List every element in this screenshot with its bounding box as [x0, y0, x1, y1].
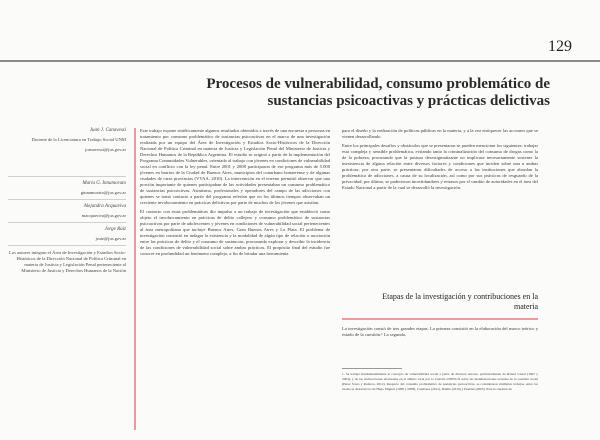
- author-affiliation: Los autores integran el Área de Investigación y Estudios Socio-Históricos de la Dirección Nacional de Política Criminal en materia de Justicia y Legislación Penal perteneciente al Ministerio de Justicia y Derechos Humanos de la Nación: [9, 250, 126, 273]
- sidebar-divider: [8, 176, 126, 177]
- section-heading: Etapas de la investigación y contribuciones en la materia: [382, 292, 538, 311]
- author-block-1: [8, 128, 126, 153]
- body-column-left: [140, 128, 330, 260]
- author-block-2: [8, 181, 126, 196]
- footnote-rule: [342, 368, 402, 369]
- sidebar-divider: [8, 222, 126, 223]
- author-name: Alejandra Acquaviva: [83, 204, 126, 209]
- author-name: Jorge Ruiz: [104, 227, 126, 232]
- article-title: Procesos de vulnerabilidad, consumo problemático de sustancias psicoactivas y prácticas delictivas: [206, 76, 550, 109]
- page-number: 129: [548, 38, 572, 55]
- paragraph: Este trabajo expone sintéticamente algunos resultados obtenidos a través de una encuesta a personas en tratamiento por consumo problemático de sustancias psicoactivas en el marco de una investigación realizada por un equipo del Área de Investigación y Estudios Socio-Históricos de la Dirección Nacional de Política Criminal en materia de Justicia y Legislación Penal del Ministerio de Justicia y Derechos Humanos de la República Argentina. El estudio se originó a partir de la implementación del Programa Comunidades Vulnerables, orientado al trabajo con jóvenes en condiciones de vulnerabilidad social en conflicto con la ley penal. Entre 2001 y 2008 participaron de ese programa más de 5.000 jóvenes en barrios de la Ciudad de Buenos Aires, municipios del conurbano bonaerense y de algunas ciudades de otras provincias (VVAA, 2010). La intervención en el terreno permitió observar que una porción importante de quienes participaban de las actividades presentaban un consumo problemático de sustancias psicoactivas. Asimismo, profesionales y operadores del campo de las adicciones con quienes se tomó contacto a partir del programa referían que en los últimos tiempos observaban un creciente involucramiento en prácticas delictivas por parte de muchos de los jóvenes que asistían.: [140, 128, 330, 205]
- author-role: Docente de la Licenciatura en Trabajo Social UNM: [31, 137, 126, 142]
- paragraph: para el diseño y la realización de políticas públicas en la materia, y a la vez enriquecer las acciones que se vienen desarrollando.: [342, 128, 538, 139]
- author-block-3: [8, 204, 126, 219]
- footnote: 1. Se trabajó fundamentalmente el concepto de vulnerabilidad social a partir de diversos autores, particularmente de Robert Castel (1997 y 2004), y de las elaboraciones efectuadas en el ámbito local por la Cátedra UNESCO sobre las manifestaciones actuales de la cuestión social (Pérez Sosto y Romero, 2012). Respecto del consumo problemático de sustancias psicoactivas, se consideraron múltiples trabajos, entre los cuales se destacan los de Hugo Míguez (1998 y 2008), Calabrese (2011), Damin (2010) y Fuentes (2005). Para la cuestión de: [342, 372, 538, 391]
- author-email: jcanavessi@jus.gov.ar: [85, 147, 126, 152]
- paragraph: La investigación constó de tres grandes etapas. La primera consistió en la elaboración del marco teórico y estado de la cuestión.¹ La segunda,: [342, 326, 538, 337]
- body-column-right-lower: [342, 326, 538, 341]
- author-name: María G. Innamorato: [82, 181, 126, 186]
- body-column-right: [342, 128, 538, 194]
- paragraph: El contacto con estas problemáticas dio impulso a un trabajo de investigación que estableció como objeto el involucramiento en prácticas de delito callejero y consumo problemático de sustancias psicoactivas por parte de adolescentes y jóvenes en condiciones de vulnerabilidad social pertenecientes al área metropolitana que incluye Buenos Aires, Gran Buenos Aires y La Plata. El problema de investigación consistió en indagar la existencia y la modalidad de algún tipo de relación o asociación entre las prácticas de delito y el consumo de sustancias, procurando explorar y describir la incidencia de las condiciones de vulnerabilidad social sobre ambas prácticas. El propósito final del estudio fue conocer en profundidad un fenómeno complejo, a fin de brindar una herramienta: [140, 209, 330, 256]
- top-rule: [0, 60, 600, 62]
- column-accent-bar: [134, 128, 136, 430]
- sidebar-divider: [8, 245, 126, 246]
- sidebar-divider: [8, 199, 126, 200]
- paragraph: Entre los principales desafíos y obstáculos que se presentaron se pueden mencionar los siguientes: trabajar esta compleja y sensible problemática, evitando tanto la criminalización del consumo de drogas como la de la pobreza, procurando que la postura desestigmatizante no implicase necesariamente sostener la inexistencia de alguna relación entre diversos factores y condiciones que inciden sobre una u ambas prácticas; por otra parte, se presentaron dificultades de acceso a las instituciones que abordan la problemática de adicciones, a causa de su localización, así como por sus prácticas de resguardo de la privacidad; por último, se padecieron incertidumbres y retrasos por el cambio de autoridades en el área del Estado Nacional a partir de la cual se desarrolló la investigación.: [342, 143, 538, 190]
- author-email: ginnamorato@jus.gov.ar: [80, 190, 126, 195]
- author-name: Juan J. Canavessi: [89, 128, 126, 133]
- author-email: macquaviva@jus.gov.ar: [81, 213, 126, 218]
- author-email: jruiz@jus.gov.ar: [95, 236, 126, 241]
- author-block-4: [8, 227, 126, 242]
- section-accent-bar: [342, 318, 538, 320]
